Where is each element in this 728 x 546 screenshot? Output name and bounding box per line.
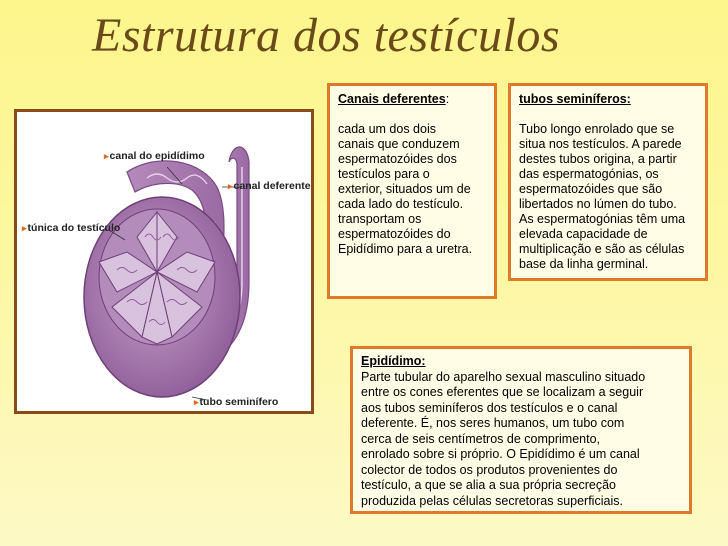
epididimo-line: cerca de seis centímetros de comprimento, [361,431,600,446]
label-tubo-seminifero: ▸tubo seminífero [194,396,279,408]
tubos-heading: tubos seminíferos: [519,92,631,106]
tubos-line: espermatozóides que são [519,182,663,196]
tubos-line: libertados no lúmen do tubo. [519,197,677,211]
tubos-line: Tubo longo enrolado que se [519,122,675,136]
arrow-icon: ▸ [22,223,27,233]
epididimo-line: colector de todos os produtos provenientes do [361,462,618,477]
tubos-line: elevada capacidade de [519,227,648,241]
label-canal-deferente: ▸canal deferente [228,180,311,192]
epididimo-box [350,346,692,514]
epididimo-line: aos tubos seminíferos dos testículos e o canal [361,400,618,415]
canais-line: cada lado do testículo. [338,197,464,211]
epididimo-line: Parte tubular do aparelho sexual masculino situado [361,369,646,384]
epididimo-line: enrolado sobre si próprio. O Epidídimo é um canal [361,447,640,461]
canais-line: transportam os [338,212,422,226]
tubos-line: As espermatogónias têm uma [519,212,686,226]
canais-line: exterior, situados um de [338,182,471,196]
arrow-icon: ▸ [228,181,233,191]
epididimo-line: testículo, a que se alia a sua própria secreção [361,478,617,492]
epididimo-line: produzida pelas células secretoras superficiais. [361,493,623,508]
tubos-seminiferos-box [508,83,708,281]
canais-deferentes-box [327,83,497,299]
arrow-icon: ▸ [104,151,109,161]
canais-heading-line: Canais deferentes: [338,92,450,106]
epididimo-line: deferente. É, nos seres humanos, um tubo com [361,416,625,430]
canais-line: espermatozóides do [338,227,451,241]
label-canal-epididimo: ▸canal do epidídimo [104,150,205,162]
tubos-line: situa nos testículos. A parede [519,137,682,151]
canais-line: Epidídimo para a uretra. [338,242,473,256]
arrow-icon: ▸ [194,397,199,407]
epididimo-line: entre os cones eferentes que se localizam a seguir [361,385,644,399]
tubos-line: multiplicação e são as células [519,242,685,256]
tubos-line: das espermatogónias, os [519,167,659,181]
canais-line: testículos para o [338,167,430,181]
tubos-line: base da linha germinal. [519,257,649,271]
canais-line: canais que conduzem [338,137,460,151]
canais-line: cada um dos dois [338,122,436,136]
canais-heading: Canais deferentes [338,92,446,106]
epididimo-heading: Epidídimo: [361,354,426,368]
tubos-line: destes tubos origina, a partir [519,152,677,166]
slide-title: Estrutura dos testículos [92,9,561,62]
canais-line: espermatozóides dos [338,152,457,166]
label-tunica: ▸túnica do testículo [22,222,121,234]
